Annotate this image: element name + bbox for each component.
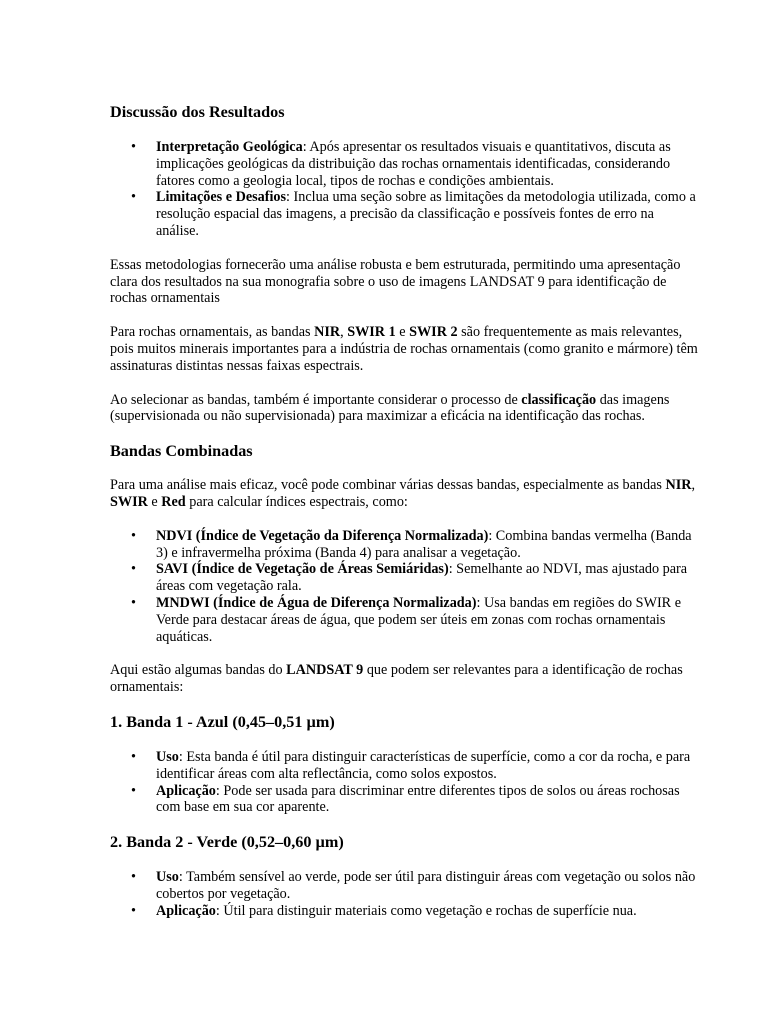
paragraph-text: que podem ser relevantes para a identificação de rochas ornamentais: xyxy=(110,662,683,696)
list-item-term: Uso xyxy=(156,869,179,886)
paragraph-text: , xyxy=(691,477,696,494)
paragraph-metodologias: Essas metodologias fornecerão uma análise robusta e bem estruturada, permitindo uma apresentação clara dos resultados na sua monografia sobre o uso de imagens LANDSAT 9 para identificação de rochas ornamentais xyxy=(110,256,681,307)
section-heading-banda-2: 2. Banda 2 - Verde (0,52–0,60 µm) xyxy=(110,833,344,852)
list-item xyxy=(131,869,700,903)
bullet-icon: • xyxy=(131,189,136,206)
list-item xyxy=(131,902,700,920)
list-item-term: Uso xyxy=(156,748,179,765)
list-item-term: MNDWI (Índice de Água de Diferença Normalizada) xyxy=(156,594,477,611)
section-heading-bandas-combinadas: Bandas Combinadas xyxy=(110,442,253,461)
document-page xyxy=(110,103,700,920)
list-item xyxy=(131,561,700,595)
bold-term: SWIR 2 xyxy=(409,324,458,341)
section-heading-banda-1: 1. Banda 1 - Azul (0,45–0,51 µm) xyxy=(110,712,335,731)
paragraph-text: das imagens (supervisionada ou não supervisionada) para maximizar a eficácia na identificação das rochas. xyxy=(110,391,670,425)
bold-term: SWIR 1 xyxy=(347,324,396,341)
list-item-text: : Semelhante ao NDVI, mas ajustado para áreas com vegetação rala. xyxy=(156,561,688,595)
paragraph-text: Para uma análise mais eficaz, você pode combinar várias dessas bandas, especialmente as bandas xyxy=(110,477,666,494)
paragraph-text: são frequentemente as mais relevantes, pois muitos minerais importantes para a indústria de rochas ornamentais (como granito e mármore) têm assinaturas distintas nessas faixas espectrais. xyxy=(110,324,698,374)
bullet-icon: • xyxy=(131,902,136,919)
list-item-text: : Usa bandas em regiões do SWIR e Verde para destacar áreas de água, que podem ser úteis em zonas com rochas ornamentais aquáticas. xyxy=(156,594,681,645)
bold-term: NIR xyxy=(314,324,341,341)
bullet-list-banda-2 xyxy=(110,869,700,919)
paragraph-text: Aqui estão algumas bandas do xyxy=(110,662,287,679)
bullet-icon: • xyxy=(131,561,136,578)
bullet-icon: • xyxy=(131,594,136,611)
paragraph-bandas-combinadas-intro xyxy=(110,477,700,511)
bullet-list-banda-1 xyxy=(110,749,700,816)
section-heading-discussao: Discussão dos Resultados xyxy=(110,103,285,121)
paragraph-bandas-rochas xyxy=(110,324,700,374)
paragraph-text: e xyxy=(147,493,162,510)
bullet-list-indices xyxy=(110,528,700,646)
list-item xyxy=(131,189,700,239)
list-item xyxy=(131,748,700,783)
list-item-text: : Útil para distinguir materiais como vegetação e rochas de superfície nua. xyxy=(215,902,637,919)
paragraph-text: Ao selecionar as bandas, também é importante considerar o processo de xyxy=(110,391,522,408)
paragraph-text: para calcular índices espectrais, como: xyxy=(185,493,408,510)
bold-term: SWIR xyxy=(110,493,148,510)
list-item-term: SAVI (Índice de Vegetação de Áreas Semiáridas) xyxy=(156,561,449,578)
list-item-term: Limitações e Desafios xyxy=(156,189,287,206)
bold-term: LANDSAT 9 xyxy=(286,662,364,679)
list-item-text: : Após apresentar os resultados visuais e quantitativos, discuta as implicações geológicas da distribuição das rochas ornamentais identificadas, considerando fatores como a geologia local, tipos de rochas e condições ambientais. xyxy=(156,139,671,189)
list-item-text: : Combina bandas vermelha (Banda 3) e infravermelha próxima (Banda 4) para analisar a vegetação. xyxy=(156,527,692,561)
list-item-text: : Inclua uma seção sobre as limitações da metodologia utilizada, como a resolução espacial das imagens, a precisão da classificação e possíveis fontes de erro na análise. xyxy=(156,189,696,239)
bullet-icon: • xyxy=(131,139,136,155)
list-item-term: Aplicação xyxy=(156,782,216,799)
paragraph-landsat-bandas xyxy=(110,662,700,696)
list-item-term: Interpretação Geológica xyxy=(156,139,303,155)
paragraph-text: Para rochas ornamentais, as bandas xyxy=(110,324,315,341)
list-item xyxy=(131,782,700,817)
list-item-text: : Esta banda é útil para distinguir características de superfície, como a cor da rocha, e para identificar áreas com alta reflectância, como solos expostos. xyxy=(156,748,691,782)
list-item-text: : Também sensível ao verde, pode ser útil para distinguir áreas com vegetação ou solos não cobertos por vegetação. xyxy=(156,869,696,902)
list-item xyxy=(131,594,700,645)
bullet-list-discussao xyxy=(110,139,700,240)
list-item xyxy=(131,527,700,562)
bullet-icon: • xyxy=(131,782,136,799)
list-item-term: Aplicação xyxy=(156,902,216,919)
bullet-icon: • xyxy=(131,527,136,544)
bold-term: classificação xyxy=(521,391,597,408)
list-item xyxy=(131,139,700,189)
bullet-icon: • xyxy=(131,869,136,886)
bold-term: Red xyxy=(161,493,186,510)
paragraph-classificacao xyxy=(110,392,700,426)
list-item-text: : Pode ser usada para discriminar entre diferentes tipos de solos ou áreas rochosas com base em sua cor aparente. xyxy=(156,782,680,816)
paragraph-text: e xyxy=(395,324,410,341)
bold-term: NIR xyxy=(665,477,692,494)
list-item-term: NDVI (Índice de Vegetação da Diferença Normalizada) xyxy=(156,527,489,544)
bullet-icon: • xyxy=(131,748,136,765)
paragraph-text: , xyxy=(340,324,348,341)
